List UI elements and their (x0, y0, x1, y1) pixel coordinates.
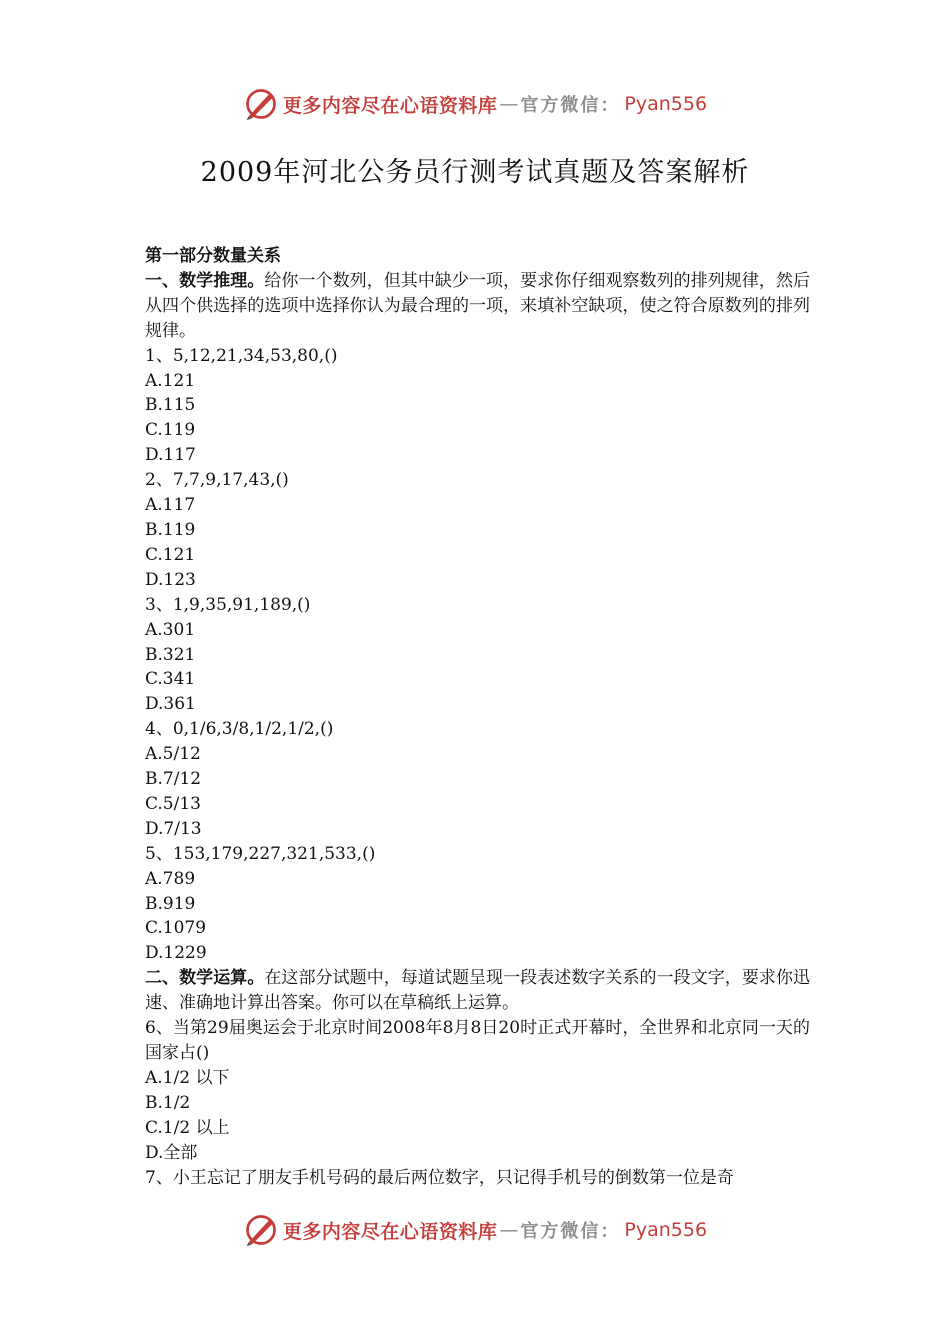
option-d: D.7/13 (145, 818, 202, 839)
document-body (145, 244, 810, 1190)
section-intro-text: 给你一个数列，但其中缺少一项，要求你仔细观察数列的排列规律，然后从四个供选择的选项中选择你认为最合理的一项，来填补空缺项，使之符合原数列的排列规律。 (145, 270, 811, 341)
question-stem: 2、7,7,9,17,43,() (145, 470, 289, 491)
option-c: C.119 (145, 420, 196, 441)
option-a: A.789 (145, 868, 196, 889)
option-c: C.121 (145, 544, 196, 565)
option-d: D.1229 (145, 943, 207, 964)
header-banner (0, 84, 950, 124)
banner-content (243, 1212, 707, 1248)
pen-logo-icon (243, 1212, 279, 1248)
question-block (145, 344, 810, 469)
section-intro-text: 在这部分试题中，每道试题呈现一段表述数字关系的一段文字，要求你迅速、准确地计算出答案。你可以在草稿纸上运算。 (145, 968, 811, 1014)
question-stem: 5、153,179,227,321,533,() (145, 843, 376, 864)
section-label: 一、数学推理。 (145, 270, 265, 291)
section-intro (145, 966, 810, 1016)
question-stem: 6、当第29届奥运会于北京时间2008年8月8日20时正式开幕时，全世界和北京同一天的国家占() (145, 1018, 810, 1063)
question-block (145, 842, 810, 967)
footer-banner (0, 1210, 950, 1250)
banner-dash: — (499, 1219, 519, 1241)
option-d: D.117 (145, 445, 196, 466)
question-block (145, 468, 810, 593)
banner-wechat-id: Pyan556 (624, 1219, 708, 1241)
option-a: A.117 (145, 495, 196, 516)
option-a: A.1/2 以下 (145, 1067, 230, 1088)
option-d: D.123 (145, 569, 196, 590)
section-label: 二、数学运算。 (145, 968, 265, 989)
question-block (145, 1016, 810, 1165)
banner-official-label: 官方微信： (520, 95, 621, 116)
option-c: C.1079 (145, 918, 207, 939)
option-c: C.341 (145, 669, 196, 690)
banner-slogan: 更多内容尽在心语资料库 (282, 94, 498, 117)
option-d: D.361 (145, 694, 196, 715)
question-stem: 1、5,12,21,34,53,80,() (145, 345, 338, 366)
question-stem: 3、1,9,35,91,189,() (145, 594, 311, 615)
option-a: A.121 (145, 370, 196, 391)
banner-content (243, 86, 707, 122)
banner-slogan: 更多内容尽在心语资料库 (282, 1220, 498, 1243)
banner-dash: — (499, 93, 519, 115)
option-b: B.919 (145, 893, 196, 914)
option-b: B.1/2 (145, 1092, 191, 1113)
option-b: B.119 (145, 519, 196, 540)
question-stem: 4、0,1/6,3/8,1/2,1/2,() (145, 719, 334, 740)
option-d: D.全部 (145, 1142, 198, 1163)
option-c: C.5/13 (145, 793, 201, 814)
document-title: 2009年河北公务员行测考试真题及答案解析 (200, 157, 750, 188)
question-block (145, 717, 810, 842)
option-b: B.115 (145, 395, 196, 416)
pen-logo-icon (243, 86, 279, 122)
option-b: B.321 (145, 644, 196, 665)
question-block (145, 593, 810, 718)
option-a: A.5/12 (145, 744, 201, 765)
banner-official-label: 官方微信： (520, 1221, 621, 1242)
section-intro (145, 269, 810, 344)
banner-wechat-id: Pyan556 (624, 93, 708, 115)
part-heading: 第一部分数量关系 (145, 246, 281, 266)
option-a: A.301 (145, 619, 196, 640)
option-b: B.7/12 (145, 769, 202, 790)
question-stem: 7、小王忘记了朋友手机号码的最后两位数字，只记得手机号的倒数第一位是奇 (145, 1167, 734, 1188)
option-c: C.1/2 以上 (145, 1117, 230, 1138)
